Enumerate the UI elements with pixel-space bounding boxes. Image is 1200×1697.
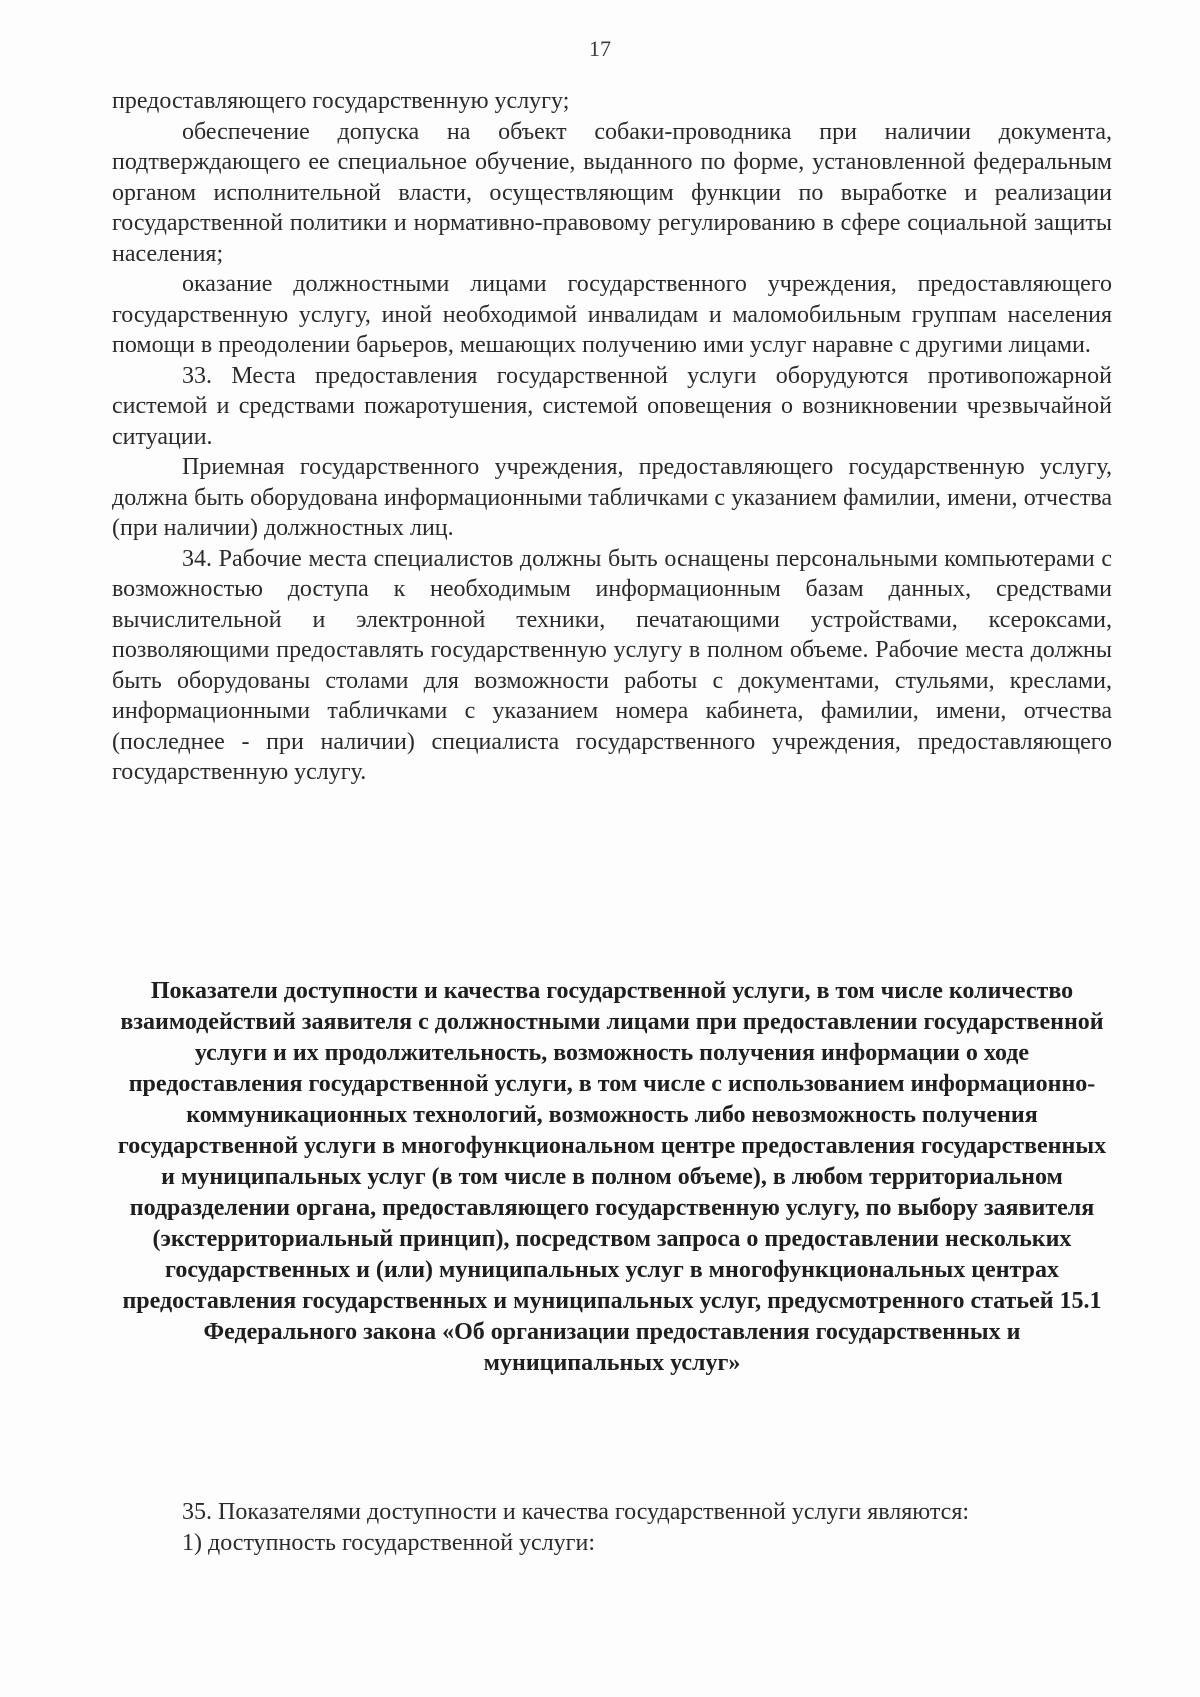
- paragraph-continuation: предоставляющего государственную услугу;: [112, 88, 570, 114]
- section-heading: Показатели доступности и качества государственной услуги, в том числе количество взаимодействий заявителя с должностными лицами при предоставлении государственной услуги и их продолжительность, возможность получения информации о ходе предоставления государственной услуги, в том числе с использованием информационно-коммуникационных технологий, возможность либо невозможность получения государственной услуги в многофункциональном центре предоставления государственных и муниципальных услуг (в том числе в полном объеме), в любом территориальном подразделении органа, предоставляющего государственную услугу, по выбору заявителя (экстерриториальный принцип), посредством запроса о предоставлении нескольких государственных и (или) муниципальных услуг в многофункциональных центрах предоставления государственных и муниципальных услуг, предусмотренного статьей 15.1 Федерального закона «Об организации предоставления государственных и муниципальных услуг»: [117, 978, 1107, 1376]
- body-text: [112, 86, 1112, 788]
- paragraph-34: 34. Рабочие места специалистов должны быть оснащены персональными компьютерами с возможностью доступа к необходимым информационным базам данных, средствами вычислительной и электронной техники, печатающими устройствами, ксероксами, позволяющими предоставлять государственную услугу в полном объеме. Рабочие места должны быть оборудованы столами для возможности работы с документами, стульями, креслами, информационными табличками с указанием номера кабинета, фамилии, имени, отчества (последнее - при наличии) специалиста государственного учреждения, предоставляющего государственную услугу.: [112, 545, 1112, 785]
- tail-text: [112, 1497, 1112, 1559]
- page-number: 17: [589, 36, 611, 61]
- paragraph-35: 35. Показателями доступности и качества государственной услуги являются:: [182, 1499, 970, 1525]
- list-item-1: 1) доступность государственной услуги:: [182, 1530, 596, 1556]
- paragraph-guide-dog: обеспечение допуска на объект собаки-проводника при наличии документа, подтверждающего ее специальное обучение, выданного по форме, установленной федеральным органом исполнительной власти, осуществляющим функции по выработке и реализации государственной политики и нормативно-правовому регулированию в сфере социальной защиты населения;: [112, 118, 1112, 267]
- paragraph-33: 33. Места предоставления государственной услуги оборудуются противопожарной системой и средствами пожаротушения, системой оповещения о возникновении чрезвычайной ситуации.: [112, 362, 1112, 450]
- paragraph-reception: Приемная государственного учреждения, предоставляющего государственную услугу, должна быть оборудована информационными табличками с указанием фамилии, имени, отчества (при наличии) должностных лиц.: [112, 454, 1112, 541]
- paragraph-assistance: оказание должностными лицами государственного учреждения, предоставляющего государственную услугу, иной необходимой инвалидам и маломобильным группам населения помощи в преодолении барьеров, мешающих получению ими услуг наравне с другими лицами.: [112, 271, 1112, 358]
